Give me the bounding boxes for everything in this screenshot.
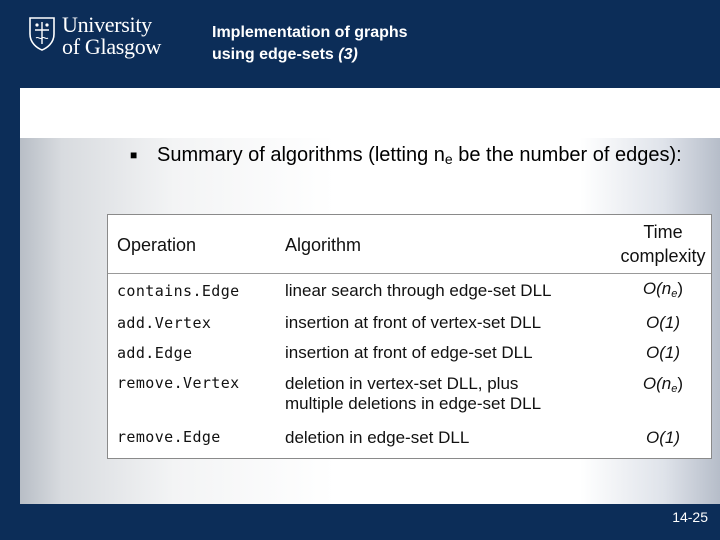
slide-footer (0, 504, 720, 540)
summary-bullet (130, 141, 690, 173)
algorithm-cell: insertion at front of vertex-set DLL (285, 313, 542, 332)
header-complexity-line-2: complexity (620, 246, 706, 266)
complexity-cell (615, 274, 711, 309)
slide-title-line-1: Implementation of graphs (212, 24, 408, 41)
header-complexity (615, 215, 711, 274)
operation-cell: add.Vertex (117, 314, 212, 332)
operation-cell: contains.Edge (117, 282, 240, 300)
complexity-text: O(1) (646, 343, 680, 362)
complexity-prefix: O(n (642, 374, 672, 393)
page-number: 14-25 (672, 509, 708, 525)
slide-title-line-2 (212, 44, 408, 66)
table-row (108, 274, 711, 309)
complexity-cell (615, 308, 711, 338)
slide-body-top-band (20, 88, 720, 138)
slide-header (0, 0, 720, 88)
algorithm-line-1: deletion in vertex-set DLL, plus (285, 374, 519, 393)
square-bullet-icon: ■ (130, 148, 138, 162)
complexity-cell (615, 424, 711, 462)
complexity-text: O(1) (646, 428, 680, 447)
table-row (108, 338, 711, 368)
header-algorithm: Algorithm (279, 215, 615, 274)
table-row (108, 368, 711, 424)
complexity-subscript: e (671, 287, 678, 300)
complexity-subscript: e (671, 383, 678, 395)
operation-cell: add.Edge (117, 344, 193, 362)
header-operation: Operation (108, 215, 279, 274)
complexity-text (643, 374, 677, 393)
complexity-cell (615, 368, 711, 424)
slide-title (212, 22, 408, 66)
complexity-text: O(1) (646, 313, 680, 332)
table-row (108, 308, 711, 338)
bullet-text-after: be the number of edges): (452, 144, 682, 166)
operation-cell: remove.Edge (117, 428, 221, 446)
complexity-suffix: ) (677, 278, 684, 298)
complexity-suffix: ) (677, 374, 684, 393)
algorithm-cell: linear search through edge-set DLL (285, 281, 552, 300)
algorithm-cell: deletion in edge-set DLL (285, 428, 470, 447)
summary-bullet-text (157, 141, 690, 173)
university-logo (28, 12, 193, 62)
complexity-cell (615, 338, 711, 368)
bullet-text-before: Summary of algorithms (letting n (157, 144, 445, 166)
operation-cell: remove.Vertex (117, 374, 240, 392)
table-row (108, 424, 711, 462)
slide-title-line-2-text: using edge-sets (212, 46, 339, 63)
bullet-subscript: e (444, 151, 453, 167)
logo-wordmark (62, 14, 161, 58)
logo-line-1: University (62, 12, 152, 37)
slide-title-part-number: (3) (338, 46, 358, 63)
logo-line-2: of Glasgow (62, 34, 162, 59)
complexity-text (643, 279, 677, 298)
algorithm-cell: insertion at front of edge-set DLL (285, 343, 533, 362)
algorithm-cell (279, 368, 615, 424)
university-crest-icon (28, 16, 56, 52)
algorithm-line-2: multiple deletions in edge-set DLL (285, 394, 542, 413)
table-header-row (108, 215, 711, 274)
complexity-prefix: O(n (642, 278, 672, 298)
algorithm-summary-table (107, 214, 712, 459)
header-complexity-line-1: Time (643, 222, 683, 242)
